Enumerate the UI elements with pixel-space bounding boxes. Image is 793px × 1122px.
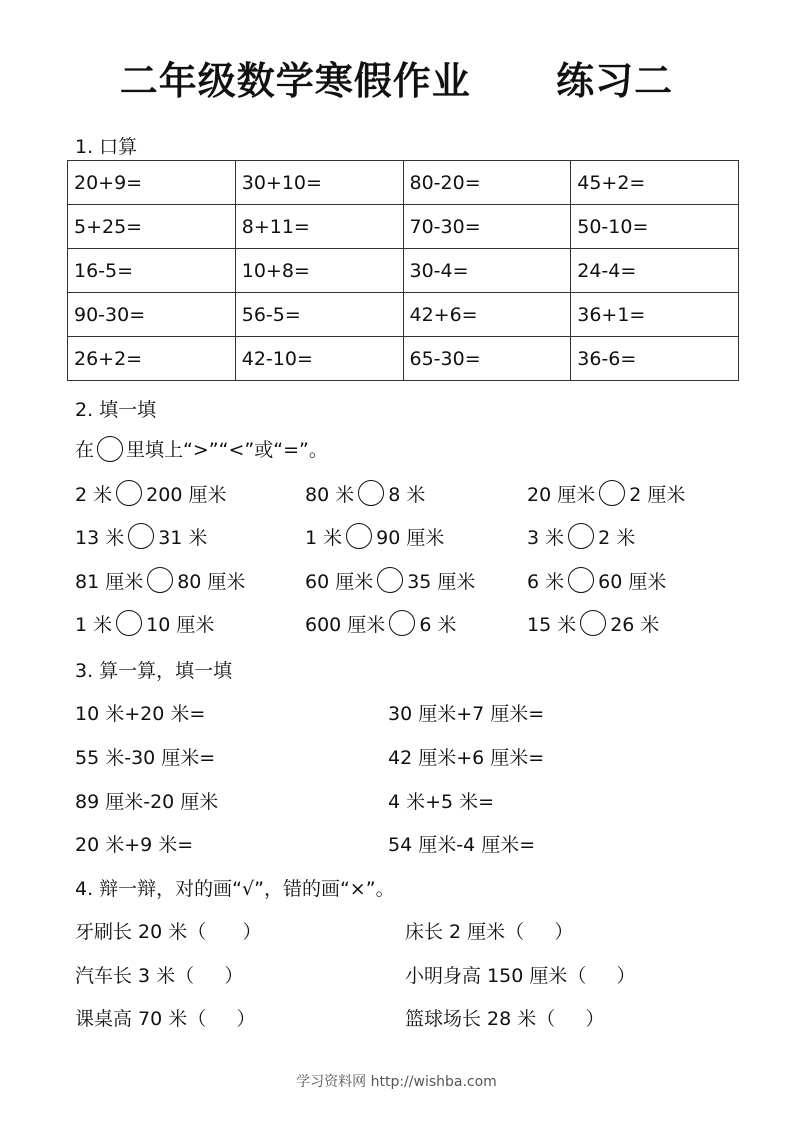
judge-statement: 课桌高 70 米（ ） <box>75 1008 256 1030</box>
calc-problem: 20 米+9 米= <box>75 834 194 856</box>
right-quantity: 2 米 <box>598 526 636 549</box>
right-quantity: 10 厘米 <box>146 613 215 636</box>
comparison-item <box>75 608 214 638</box>
problem-cell: 16-5= <box>68 249 236 293</box>
judge-statement: 篮球场长 28 米（ ） <box>405 1008 605 1030</box>
right-quantity: 90 厘米 <box>376 526 445 549</box>
calc-problem: 89 厘米-20 厘米 <box>75 791 219 813</box>
right-quantity: 80 厘米 <box>177 570 246 593</box>
judge-statement: 小明身高 150 厘米（ ） <box>405 965 636 987</box>
left-quantity: 20 厘米 <box>527 483 596 506</box>
answer-circle-icon <box>389 610 415 636</box>
calc-problem: 54 厘米-4 厘米= <box>388 834 536 856</box>
left-quantity: 81 厘米 <box>75 570 144 593</box>
right-quantity: 6 米 <box>419 613 457 636</box>
section-1-heading: 1. 口算 <box>75 136 138 158</box>
table-row <box>68 205 739 249</box>
answer-circle-icon <box>599 480 625 506</box>
answer-circle-icon <box>116 610 142 636</box>
left-quantity: 2 米 <box>75 483 113 506</box>
calc-problem: 42 厘米+6 厘米= <box>388 747 545 769</box>
left-quantity: 6 米 <box>527 570 565 593</box>
answer-circle-icon <box>147 567 173 593</box>
answer-circle-icon <box>568 523 594 549</box>
answer-circle-icon <box>358 480 384 506</box>
left-quantity: 15 米 <box>527 613 577 636</box>
problem-cell: 26+2= <box>68 337 236 381</box>
section-2-heading: 2. 填一填 <box>75 399 157 421</box>
comparison-item <box>305 521 444 551</box>
table-row <box>68 293 739 337</box>
comparison-item <box>75 521 207 551</box>
judge-statement: 汽车长 3 米（ ） <box>75 965 244 987</box>
page-title: 二年级数学寒假作业 练习二 <box>119 59 674 103</box>
section-3-heading: 3. 算一算，填一填 <box>75 660 233 682</box>
answer-circle-icon <box>377 567 403 593</box>
left-quantity: 3 米 <box>527 526 565 549</box>
table-row <box>68 161 739 205</box>
table-row <box>68 249 739 293</box>
comparison-item <box>305 565 475 595</box>
right-quantity: 35 厘米 <box>407 570 476 593</box>
footer-watermark: 学习资料网 http://wishba.com <box>296 1074 497 1090</box>
problem-cell: 56-5= <box>235 293 403 337</box>
comparison-item <box>527 521 635 551</box>
comparison-item <box>305 608 456 638</box>
answer-circle-icon <box>97 436 123 462</box>
instruction-before: 在 <box>75 439 95 461</box>
problem-cell: 5+25= <box>68 205 236 249</box>
left-quantity: 600 厘米 <box>305 613 386 636</box>
table-row <box>68 337 739 381</box>
answer-circle-icon <box>346 523 372 549</box>
left-quantity: 1 米 <box>305 526 343 549</box>
right-quantity: 2 厘米 <box>629 483 686 506</box>
right-quantity: 8 米 <box>388 483 426 506</box>
right-quantity: 60 厘米 <box>598 570 667 593</box>
answer-circle-icon <box>580 610 606 636</box>
comparison-item <box>527 478 685 508</box>
problem-cell: 50-10= <box>571 205 739 249</box>
problem-cell: 10+8= <box>235 249 403 293</box>
left-quantity: 60 厘米 <box>305 570 374 593</box>
calc-problem: 4 米+5 米= <box>388 791 495 813</box>
problem-cell: 65-30= <box>403 337 571 381</box>
calc-problem: 10 米+20 米= <box>75 703 206 725</box>
left-quantity: 13 米 <box>75 526 125 549</box>
left-quantity: 80 米 <box>305 483 355 506</box>
calc-problem: 30 厘米+7 厘米= <box>388 703 545 725</box>
comparison-item <box>527 565 666 595</box>
comparison-item <box>527 608 659 638</box>
problem-cell: 36-6= <box>571 337 739 381</box>
right-quantity: 31 米 <box>158 526 208 549</box>
answer-circle-icon <box>116 480 142 506</box>
problem-cell: 80-20= <box>403 161 571 205</box>
problem-cell: 30-4= <box>403 249 571 293</box>
comparison-item <box>75 565 245 595</box>
calc-problem: 55 米-30 厘米= <box>75 747 216 769</box>
judge-statement: 床长 2 厘米（ ） <box>405 921 574 943</box>
instruction-after: 里填上“>”“<”或“=”。 <box>126 439 328 461</box>
problem-cell: 24-4= <box>571 249 739 293</box>
problem-cell: 70-30= <box>403 205 571 249</box>
section-4-heading: 4. 辩一辩，对的画“√”，错的画“×”。 <box>75 878 395 900</box>
section-2-instruction <box>75 435 328 462</box>
problem-cell: 90-30= <box>68 293 236 337</box>
mental-math-table <box>67 160 739 381</box>
problem-cell: 30+10= <box>235 161 403 205</box>
left-quantity: 1 米 <box>75 613 113 636</box>
answer-circle-icon <box>128 523 154 549</box>
problem-cell: 45+2= <box>571 161 739 205</box>
answer-circle-icon <box>568 567 594 593</box>
judge-statement: 牙刷长 20 米（ ） <box>75 921 262 943</box>
comparison-item <box>75 478 226 508</box>
right-quantity: 200 厘米 <box>146 483 227 506</box>
comparison-item <box>305 478 425 508</box>
problem-cell: 42+6= <box>403 293 571 337</box>
problem-cell: 36+1= <box>571 293 739 337</box>
problem-cell: 8+11= <box>235 205 403 249</box>
right-quantity: 26 米 <box>610 613 660 636</box>
problem-cell: 20+9= <box>68 161 236 205</box>
problem-cell: 42-10= <box>235 337 403 381</box>
